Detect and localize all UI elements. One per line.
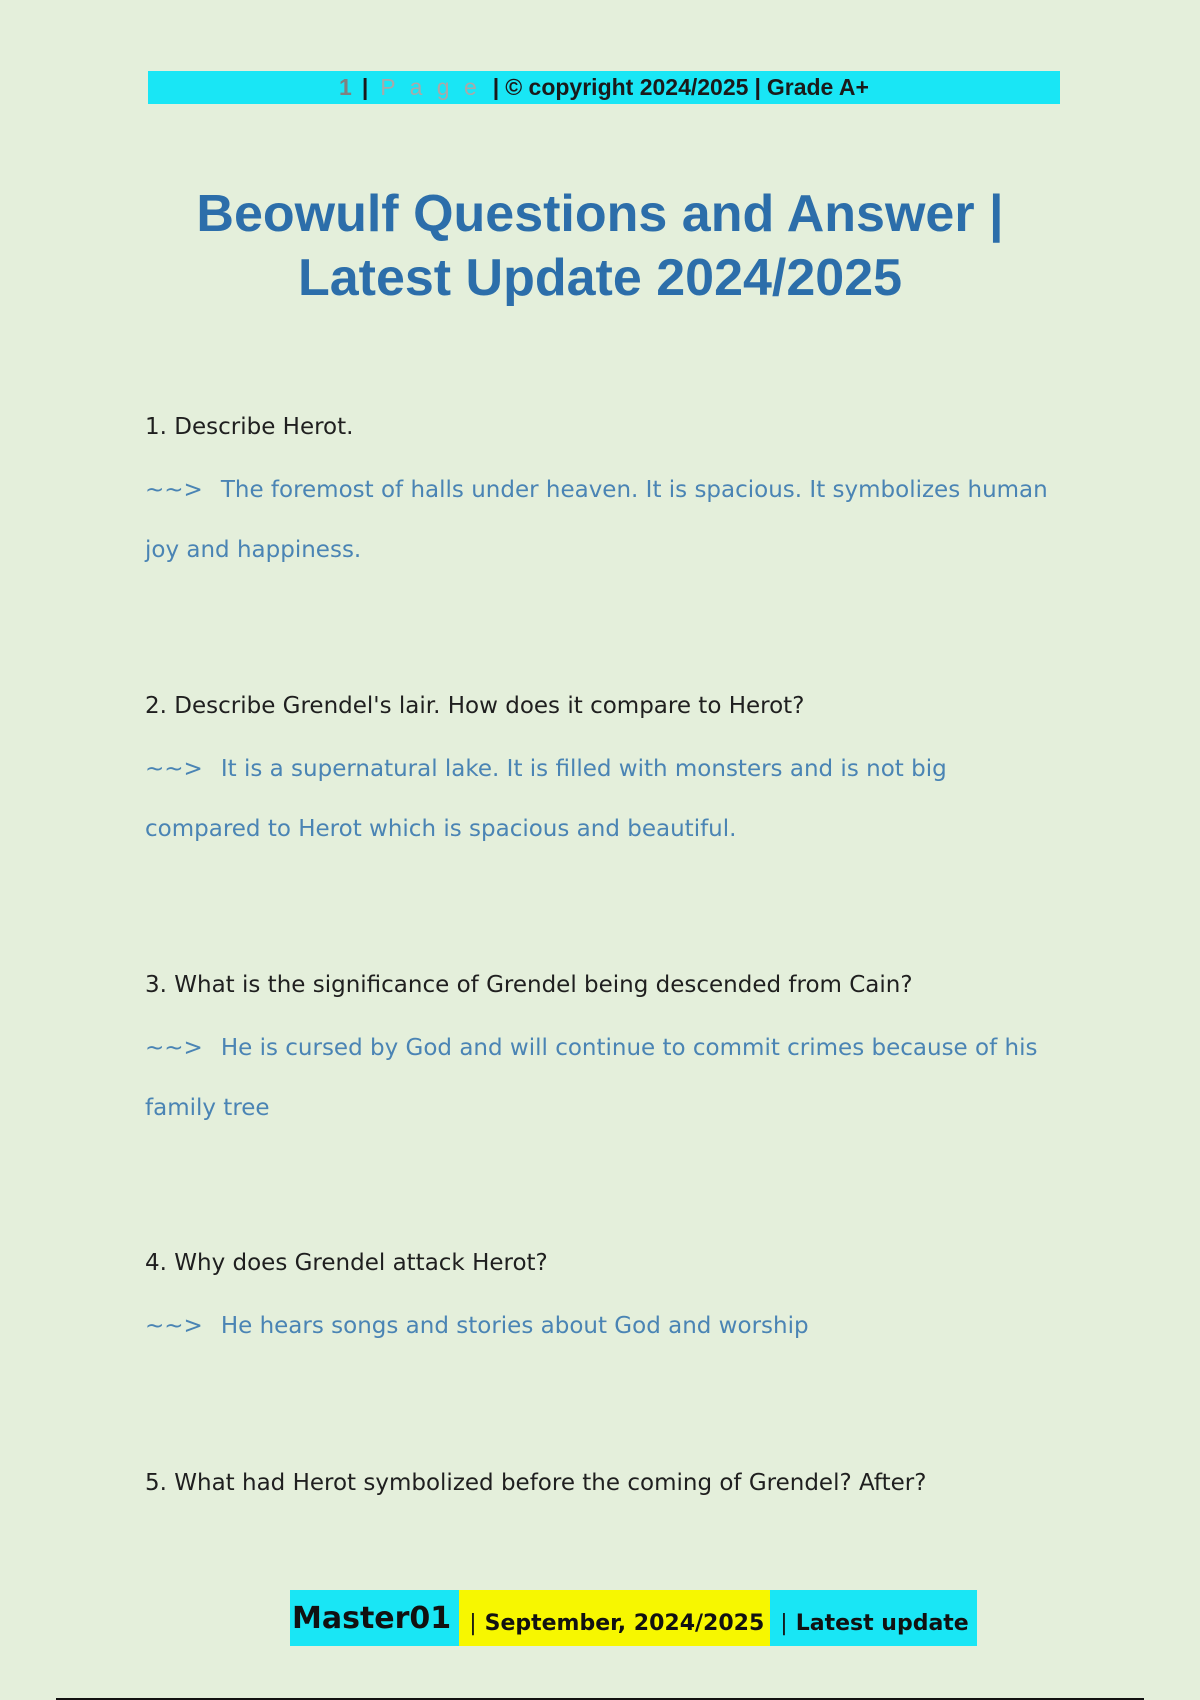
answer-text xyxy=(145,739,1065,859)
answer-body: He hears songs and stories about God and worship xyxy=(220,1313,809,1339)
footer-date: September, 2024/2025 xyxy=(484,1610,765,1636)
answer-text xyxy=(145,1296,1065,1356)
footer-update: Latest update xyxy=(795,1610,969,1636)
footer-update-block xyxy=(770,1590,976,1646)
page-header-bar xyxy=(148,71,1060,104)
question-text: 2. Describe Grendel's lair. How does it compare to Herot? xyxy=(145,693,805,719)
question-text: 1. Describe Herot. xyxy=(145,414,354,440)
answer-arrow: ~~> xyxy=(145,1313,203,1339)
answer-body: He is cursed by God and will continue to commit crimes because of his family tree xyxy=(145,1035,1038,1121)
answer-arrow: ~~> xyxy=(145,756,203,782)
footer-author: Master01 xyxy=(290,1590,459,1646)
page-number: 1 xyxy=(339,74,352,100)
qa-item-5 xyxy=(145,1470,1065,1496)
answer-text xyxy=(145,1018,1065,1138)
qa-item-1 xyxy=(145,414,1065,580)
copyright-text: © copyright 2024/2025 xyxy=(505,74,749,100)
qa-item-2 xyxy=(145,693,1065,859)
header-separator: | xyxy=(754,74,761,100)
answer-text xyxy=(145,460,1065,580)
header-separator: | xyxy=(492,74,500,100)
footer-separator: | xyxy=(780,1610,788,1636)
footer-date-block xyxy=(459,1590,770,1646)
footer-separator: | xyxy=(469,1610,477,1636)
qa-item-4 xyxy=(145,1250,1065,1356)
answer-arrow: ~~> xyxy=(145,477,203,503)
qa-item-3 xyxy=(145,972,1065,1138)
answer-body: The foremost of halls under heaven. It is spacious. It symbolizes human joy and happiness. xyxy=(145,477,1048,563)
answer-body: It is a supernatural lake. It is filled with monsters and is not big compared to Herot which is spacious and beautiful. xyxy=(145,756,947,842)
page-footer xyxy=(290,1590,977,1646)
question-text: 5. What had Herot symbolized before the coming of Grendel? After? xyxy=(145,1470,927,1496)
page-label: P a g e xyxy=(380,74,481,100)
document-title xyxy=(120,182,1080,310)
header-separator: | xyxy=(361,74,369,100)
answer-arrow: ~~> xyxy=(145,1035,203,1061)
title-line-1: Beowulf Questions and Answer | xyxy=(196,185,1004,243)
title-line-2: Latest Update 2024/2025 xyxy=(297,249,903,307)
question-text: 3. What is the significance of Grendel being descended from Cain? xyxy=(145,972,913,998)
grade-text: Grade A+ xyxy=(766,74,869,100)
question-text: 4. Why does Grendel attack Herot? xyxy=(145,1250,548,1276)
